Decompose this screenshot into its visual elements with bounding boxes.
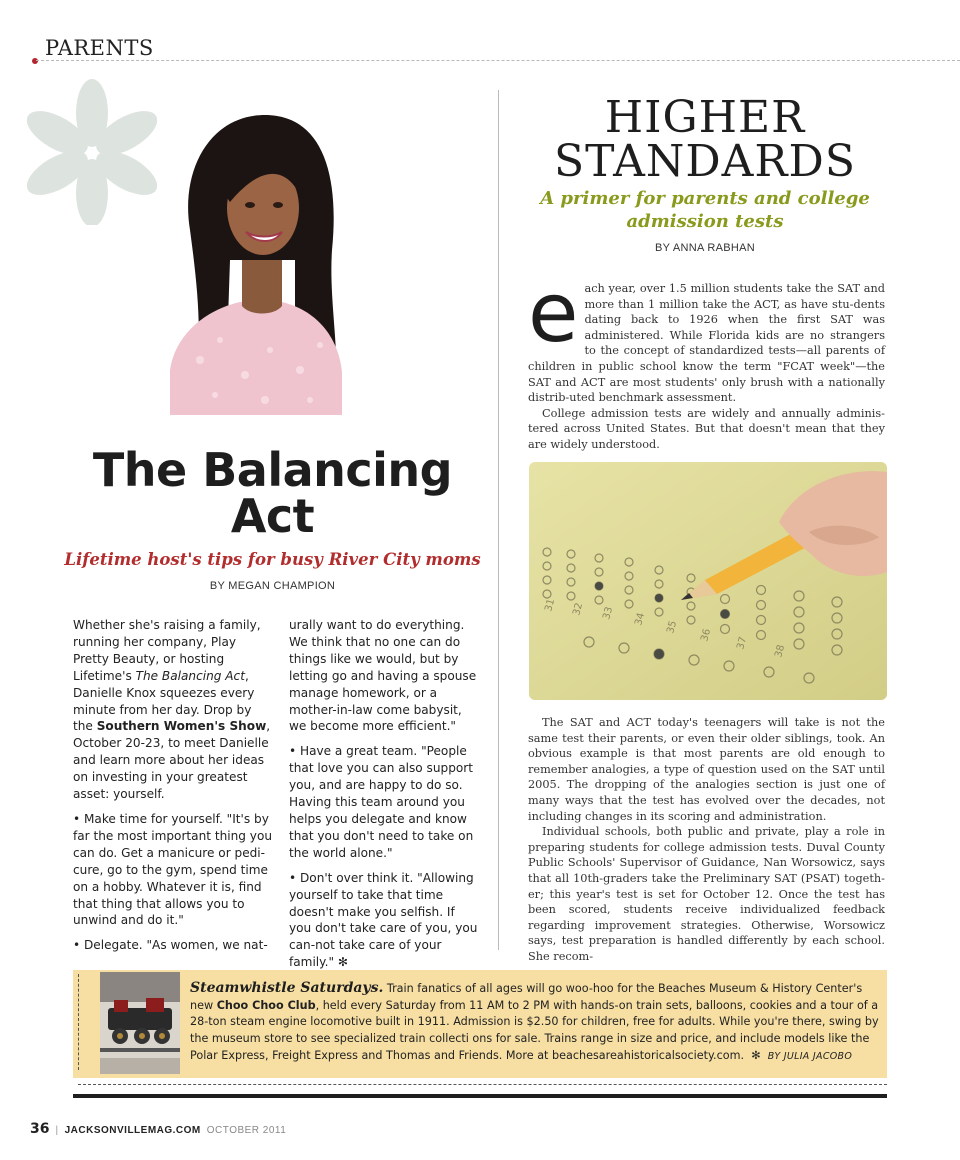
article-subtitle: Lifetime host's tips for busy River City moms bbox=[64, 550, 481, 569]
article-title-line: STANDARDS bbox=[554, 136, 856, 187]
footer-separator: | bbox=[55, 1125, 59, 1136]
section-label: PARENTS bbox=[45, 36, 154, 60]
asterisk-end-mark-icon: ✻ bbox=[751, 1048, 761, 1062]
show-name: The Balancing Act bbox=[135, 668, 245, 683]
article-byline: BY MEGAN CHAMPION bbox=[209, 580, 336, 592]
event-name: Southern Women's Show bbox=[96, 719, 267, 734]
sheet-label: 33 bbox=[601, 605, 616, 621]
page-number: 36 bbox=[30, 1121, 50, 1137]
sidebar-box bbox=[73, 970, 887, 1098]
sheet-label: 34 bbox=[633, 611, 648, 627]
article-subtitle: A primer for parents and college admission tests bbox=[540, 188, 870, 232]
footer-site: JACKSONVILLEMAG.COM bbox=[64, 1125, 201, 1136]
flower-decoration-icon bbox=[22, 75, 162, 225]
article-title-line: Act bbox=[230, 489, 315, 543]
page-footer bbox=[30, 1121, 286, 1137]
paragraph: urally want to do everything. We think that no one can do things like we would, but by letting go and having a spouse manage homework, or a mother-in-law come babysit, we become more efficient." bbox=[289, 618, 477, 734]
footer-date: OCTOBER 2011 bbox=[206, 1125, 287, 1136]
sheet-label: 37 bbox=[735, 635, 750, 651]
article-body-bottom bbox=[528, 715, 885, 965]
sheet-label: 36 bbox=[699, 627, 714, 643]
drop-cap: e bbox=[528, 266, 579, 361]
sidebar-text: Steamwhistle Saturdays. Train fanatics of all ages will go woo-hoo for the Beaches Museum & History Center's new Choo Choo Club, held every Saturday from 11 AM to 2 PM with hands-on train sets, balloons, cookies and a tour of a 28-ton steam engine locomotive built in 1911. Admission is $2.50 for children, free for adults. While you're there, swing by the museum store to see specialized train collecti ons for sale. Trains range in size and price, and include models like the Polar Express, Freight Express and Thomas and Friends. More at beachesareahistoricalsociety.com. ✻ BY JULIA JACOBO bbox=[190, 980, 879, 1062]
sidebar-bottom-rule bbox=[78, 1084, 887, 1085]
article-title bbox=[60, 443, 485, 543]
paragraph: College admission tests are widely and annually adminis-tered across United States. But that doesn't mean that they are widely understood. bbox=[528, 406, 885, 451]
paragraph: Whether she's raising a family, running her company, Play Pretty Beauty, or hosting Lifetime's The Balancing Act, Danielle Knox squeezes every minute from her day. Drop by the Southern Women's Show, October 20-23, to meet Danielle and learn more about her ideas on investing in your greatest asset: yourself. bbox=[73, 618, 271, 802]
column-divider bbox=[498, 90, 499, 950]
paragraph: Individual schools, both public and private, play a role in preparing students for college admission tests. Duval County Public Schools' Supervisor of Guidance, Nan Worsowicz, says that all 10th-graders take the Preliminary SAT (PSAT) togeth-er; this year's test is set for October 12. Once the test has been scored, students receive individualized feedback regarding improvement strategies. Otherwise, Worsowicz says, test preparation is handled differently by each school. She recom- bbox=[528, 825, 885, 963]
sheet-label: 38 bbox=[773, 643, 788, 659]
article-title-line: The Balancing bbox=[92, 443, 453, 497]
text-column-right bbox=[289, 617, 479, 979]
article-title bbox=[520, 92, 890, 187]
paragraph: • Don't over think it. "Allowing yourself to take that time doesn't make you selfish. If you don't take care of you, you can-not take care of your family." ✻ bbox=[289, 870, 478, 970]
answer-sheet-photo bbox=[529, 462, 887, 700]
sheet-label: 35 bbox=[665, 619, 680, 635]
sidebar-byline: BY JULIA JACOBO bbox=[767, 1050, 853, 1062]
train-photo bbox=[100, 972, 180, 1074]
sheet-label: 32 bbox=[571, 601, 586, 617]
paragraph: each year, over 1.5 million students take the SAT and more than 1 million take the ACT, as have stu-dents dating back to 1926 when the first SAT was administered. While Florida kids are no strangers to the concept of standardized tests—all parents of children in public school know the term "FCAT week"—the SAT and ACT are most students' only brush with a nationally distrib-uted benchmark assessment. bbox=[528, 266, 885, 405]
asterisk-end-mark-icon: ✻ bbox=[337, 955, 349, 970]
header-rule bbox=[36, 60, 960, 61]
article-title-line: HIGHER bbox=[604, 92, 806, 143]
paragraph: • Delegate. "As women, we nat- bbox=[73, 938, 268, 953]
paragraph: • Have a great team. "People that love you can also support you, and are happy to do so. Having this team around you helps you delegate and know that you don't need to take on the world alone." bbox=[289, 744, 474, 860]
header-dot bbox=[32, 58, 38, 64]
sidebar-title: Steamwhistle Saturdays. bbox=[190, 980, 384, 996]
paragraph: • Make time for yourself. "It's by far the most important thing you can do. Get a manicure or pedi-cure, go to the gym, spend time on a hobby. Whatever it is, find that thing that allows you to unwind and do it." bbox=[73, 811, 273, 928]
sidebar-bottom-bar bbox=[73, 1094, 887, 1098]
club-name: Choo Choo Club bbox=[216, 998, 316, 1012]
sheet-label: 31 bbox=[543, 597, 558, 613]
portrait-photo bbox=[170, 110, 346, 415]
paragraph: The SAT and ACT today's teenagers will take is not the same test their parents, or even their older siblings, took. An obvious example is that most parents are old enough to remember analogies, a type of question used on the SAT until 2005. The dropping of the analogies section is just one of many ways that the test has evolved over the decades, not including changes in its scoring and administration. bbox=[528, 716, 885, 823]
article-byline: BY ANNA RABHAN bbox=[655, 242, 755, 254]
article-body-top bbox=[528, 266, 885, 453]
sidebar-left-rule bbox=[78, 974, 79, 1070]
text-column-left bbox=[73, 617, 273, 962]
